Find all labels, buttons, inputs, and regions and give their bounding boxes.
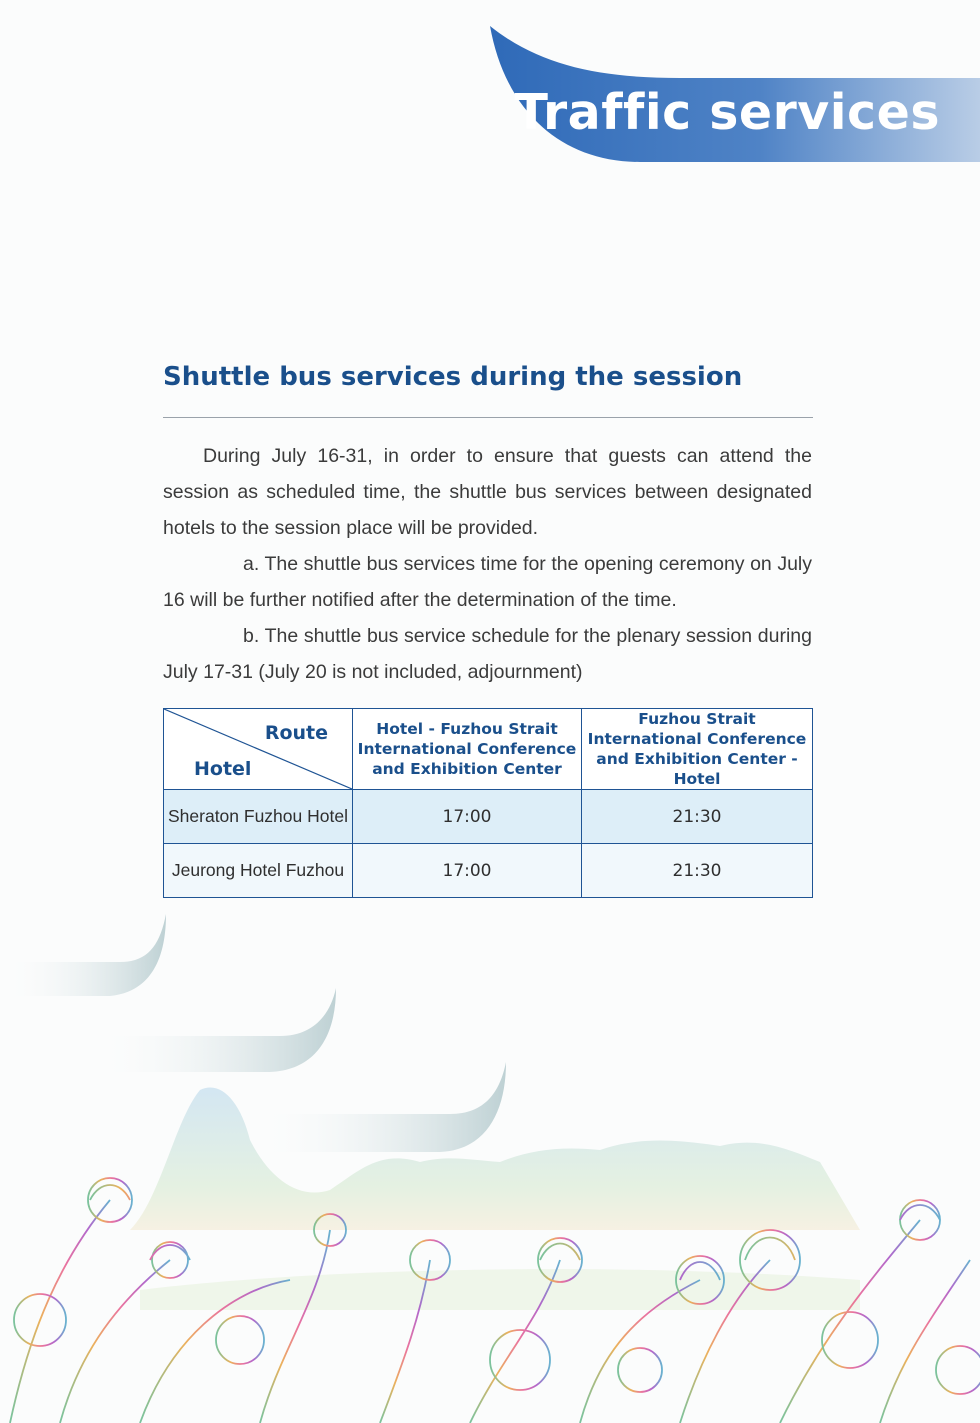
- corner-header-cell: [164, 709, 353, 790]
- shuttle-schedule-table: [163, 708, 813, 898]
- decorative-landscape-illustration: [0, 900, 980, 1423]
- intro-paragraph: During July 16-31, in order to ensure that guests can attend the session as scheduled time, the shuttle bus services between designated hotels to the session place will be provided.: [163, 445, 812, 539]
- table-header-row: [164, 709, 813, 790]
- departure-time-cell: 17:00: [353, 844, 582, 898]
- table-row: [164, 790, 813, 844]
- return-time-cell: 21:30: [582, 844, 813, 898]
- hotel-header-label: Hotel: [194, 758, 252, 780]
- table-row: [164, 844, 813, 898]
- note-a-paragraph: a. The shuttle bus services time for the opening ceremony on July 16 will be further notified after the determination of the time.: [163, 553, 812, 611]
- roof-eave-shape: [90, 988, 336, 1072]
- hotel-name-cell: Jeurong Hotel Fuzhou: [164, 844, 353, 898]
- flower-line-art: [10, 1200, 110, 1423]
- column-header-to-hotel: Fuzhou Strait International Conference and Exhibition Center - Hotel: [582, 709, 813, 790]
- hotel-name-cell: Sheraton Fuzhou Hotel: [164, 790, 353, 844]
- route-header-label: Route: [264, 722, 328, 744]
- note-b-paragraph: b. The shuttle bus service schedule for the plenary session during July 17-31 (July 20 is not included, adjournment): [163, 625, 812, 683]
- roof-eave-shape: [250, 1062, 506, 1152]
- roof-eave-shape: [0, 914, 166, 996]
- return-time-cell: 21:30: [582, 790, 813, 844]
- departure-time-cell: 17:00: [353, 790, 582, 844]
- page-title: Traffic services: [514, 84, 940, 141]
- heading-divider: [163, 417, 813, 418]
- section-heading: Shuttle bus services during the session: [163, 362, 743, 392]
- diagonal-divider: [164, 709, 352, 789]
- column-header-to-center: Hotel - Fuzhou Strait International Conference and Exhibition Center: [353, 709, 582, 790]
